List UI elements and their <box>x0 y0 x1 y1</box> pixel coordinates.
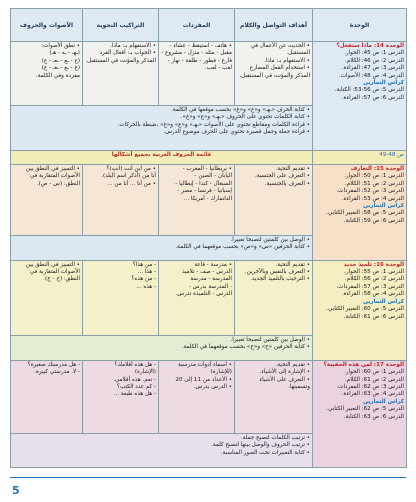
unit17-row <box>11 360 407 433</box>
unit16-vocab <box>159 260 235 335</box>
unit15-lesson-3: الدرس 3: ص 52: المفردات. <box>336 188 404 195</box>
unit15-lesson-2: الدرس 2: ص 51: الكلام. <box>344 180 404 187</box>
unit17-vocab-3: • الأعداد من 11 إلى 20 <box>175 376 232 383</box>
header-vocab: المفردات <box>159 9 235 42</box>
unit15-full-2: • كتابة الحرفين «س» و«ص» بحسب موقعهما في الكلمة. <box>175 244 310 251</box>
unit14-goal-3: • استخدام الفعل المضارع المذكر والمؤنث في المستقبل. <box>239 65 310 79</box>
unit16-lesson-3: الدرس 3: ص 57: المفردات. <box>336 283 404 290</box>
unit16-full-2: • كتابة الحرفين «ح» و«خ» بحسب موقعهما في الكلمة. <box>181 344 310 351</box>
unit15-grammar-2: أنا من (أذكر اسم البلد). <box>101 173 156 180</box>
unit15-goal-2: • التعرف على الجنسية. <box>254 173 310 180</box>
page-number: 5 <box>12 484 20 497</box>
unit16-goal-2: • التعرف بالنفس وبالآخرين. <box>244 269 310 276</box>
unit17-grammar-3: - نعم. هذه أقلامي. <box>113 376 156 383</box>
unit14-sound-5: مفردة وفي الكلمة. <box>35 72 80 79</box>
curriculum-table <box>10 8 407 468</box>
unit16-vocab-4: - المدرسة بدرس - <box>188 283 232 290</box>
unit15-sound-1: • التمييز في النطق بين <box>25 166 80 172</box>
unit14-full-4: • قراءة جملة وجمل قصيرة تحتوي على الحرف موضوع الدرس. <box>163 129 310 136</box>
unit15-row <box>11 165 407 236</box>
unit15-vocab-2: اليابان - الصين - <box>194 173 232 180</box>
unit16-vocab-1: • مدرسة - قاعة <box>194 261 232 268</box>
unit14-full-3: • قراءة الكلمات ومقاطع تحتوي على الأصوات «ـهـ» و«ع» و«غ» ،ضبطة بالحركات. <box>117 121 310 128</box>
unit15-cell <box>313 165 407 261</box>
unit15-grammar-1: • من أين أنت (أنتِ)؟ <box>106 166 156 172</box>
header-grammar: التراكيب النحوية <box>83 9 159 42</box>
unit17-lesson-4: الدرس 4: ص 63: القراءة. <box>341 391 404 398</box>
unit16-vocab-2: الدرس - صف - تلاميذ <box>182 269 232 276</box>
unit17-ex-lesson-6: الدرس 6: ص 63: الكتابة. <box>343 413 404 420</box>
unit17-sounds <box>11 360 83 433</box>
header-sounds: الأصوات والحروف <box>11 9 83 42</box>
unit16-sound-1: • التمييز في النطق بين <box>25 261 80 268</box>
unit16-title: الوحدة 16: تلميذ جديد <box>343 261 404 268</box>
letters-band-text: قائمة الحروف العربية بجميع أشكالها <box>11 151 313 165</box>
unit16-row <box>11 260 407 335</box>
unit17-ex-lesson-5: الدرس 5: ص 62: التعبير الكتابي. <box>326 406 404 413</box>
unit15-full-1: • الوصل بين كلمتين لتصبحا تعبيرا. <box>230 236 310 243</box>
unit15-grammar-3: • من أنا ... أنا من ... <box>107 180 156 187</box>
unit17-sound-2: - لا. مدرستي كبيرة. <box>34 369 80 376</box>
unit15-goals <box>235 165 313 236</box>
header-unit: الوحدة <box>313 9 407 42</box>
unit17-lesson-3: الدرس 3: ص 62: المفردات. <box>336 384 404 391</box>
unit16-ex-lesson-5: الدرس 5: ص 60: التعبير الكتابي. <box>326 306 404 313</box>
unit15-vocab-3: السنغال - كندا - إيطاليا - <box>175 180 232 187</box>
unit16-sounds <box>11 260 83 335</box>
unit15-lesson-1: الدرس 1: ص 50: الحوار. <box>344 173 404 180</box>
unit16-grammar <box>83 260 159 335</box>
unit15-goal-3: • التعرف بالجنسية. <box>264 180 310 187</box>
unit15-vocab <box>159 165 235 236</box>
unit14-sound-1: • نطق الأصوات: <box>41 43 80 50</box>
unit17-goals <box>235 360 313 433</box>
unit14-ex-lesson-5: الدرس 5: ص 56-53: الكتابة. <box>334 87 404 94</box>
unit15-sound-3: النطق: (س - ص). <box>36 180 80 187</box>
unit16-lesson-1: الدرس 1: ص 55: الحوار. <box>344 269 404 276</box>
unit15-vocab-4: إسبانيا - فرنسا - مصر - <box>177 188 232 195</box>
unit14-sound-3: (ع - ـع - ـعـ - ع) <box>41 57 80 64</box>
unit14-sounds <box>11 42 83 106</box>
header-row <box>11 9 407 42</box>
unit16-ex-lesson-6: الدرس 6: ص 61: الكتابة. <box>343 313 404 320</box>
unit16-exercises-title: كراس التمارين <box>363 298 404 305</box>
unit16-vocab-3: المدرسة - مدرسة <box>190 276 232 283</box>
unit16-lesson-2: الدرس 2: ص 56: الكلام. <box>344 276 404 283</box>
unit16-grammar-2: - هذا ... <box>137 269 156 276</box>
letters-band-row <box>11 151 407 165</box>
unit14-full-1: • كتابة الحرف «ـهـ» و«ع» و«غ» بحسب موقعها في الكلمة. <box>171 106 310 113</box>
unit14-vocab-1: • هاتف - استيقظ - عشاء - مقبل - مثله - منزل - مشروع - فارغ - فطور - طلقة - نهار - لعب - لعب. <box>161 43 232 72</box>
unit17-cell <box>313 360 407 467</box>
unit17-lesson-1: الدرس 1: ص 60: الحوار. <box>344 369 404 376</box>
unit16-lesson-4: الدرس 4: ص 58: القراءة. <box>341 291 404 298</box>
unit17-vocab-4: • الدرس بدرس. <box>193 384 232 391</box>
unit14-grammar-1: • الاستفهام بـ: ماذا. <box>110 43 156 50</box>
header-goals: أهداف التواصل والكلام <box>235 9 313 42</box>
unit15-sound-2: الأصوات المتقاربة في <box>29 173 80 180</box>
unit17-vocab <box>159 360 235 433</box>
unit17-full-1: • ترتيب الكلمات لتصبح جملة. <box>240 434 310 441</box>
unit17-goal-2: • الإشارة إلى الأشياء. <box>259 369 310 376</box>
unit17-grammar-4: - كم عدد الكتب؟ <box>116 384 156 391</box>
unit16-full-1: • الوصل بين كلمتين لتصبحا تعبيرا. <box>230 336 310 343</box>
unit14-cell <box>313 42 407 151</box>
unit17-vocab-1: • أسماء أدوات مدرسية <box>177 361 232 368</box>
unit14-goal-1: • الحديث عن الأعمال في المستقبل. <box>250 43 310 57</box>
unit17-title: الوحدة 17: لمن هذه الحقيبة؟ <box>323 361 404 368</box>
unit16-goals <box>235 260 313 335</box>
unit15-goal-1: • تقديم التحية. <box>275 166 310 172</box>
unit15-lesson-4: الدرس 4: ص 53: القراءة. <box>341 195 404 202</box>
unit15-ex-lesson-6: الدرس 6: ص 59: الكتابة. <box>343 217 404 224</box>
unit16-goal-1: • تقديم التحية. <box>275 261 310 268</box>
unit14-lesson-1: الدرس 1: ص 45: الحوار. <box>344 50 404 57</box>
unit16-full-cell <box>11 335 313 360</box>
unit17-vocab-2: (للإشارة) <box>210 369 232 376</box>
unit14-title: الوحدة 14: ماذا ستفعل؟ <box>336 43 404 50</box>
unit16-sound-2: الأصوات المتقاربة في <box>29 269 80 276</box>
letters-band-range: ص 48-49 <box>313 151 407 165</box>
unit17-exercises-title: كراس التمارين <box>363 398 404 405</box>
unit14-full-cell <box>11 105 313 151</box>
footer-rule <box>10 477 406 478</box>
unit14-lesson-4: الدرس 4: ص 48: الأصوات. <box>338 72 404 79</box>
unit17-full-3: • كتابة التعبيرات تحت الصور المناسبة. <box>220 449 310 456</box>
unit14-sound-2: (ـهـ - ـه - هـ) <box>49 50 80 57</box>
unit17-full-2: • ترتيب الحروف والوصل بينها لتصبح كلمة. <box>211 442 310 449</box>
unit14-exercises-title: كراس التمارين <box>363 80 404 87</box>
unit15-grammar <box>83 165 159 236</box>
unit16-vocab-5: الدرس - التلميذة تدرس. <box>175 291 232 298</box>
unit17-lesson-2: الدرس 2: ص 61: الكلام. <box>344 376 404 383</box>
unit17-grammar <box>83 360 159 433</box>
unit17-goal-1: • تقديم التحية. <box>275 361 310 368</box>
unit15-full-cell <box>11 235 313 260</box>
unit15-title: الوحدة 15: التعارف <box>350 166 404 172</box>
unit15-ex-lesson-5: الدرس 5: ص 58: التعبير الكتابي. <box>326 210 404 217</box>
unit17-grammar-2: (الإشارة) <box>134 369 156 376</box>
unit17-sound-1: - هل مدرستك صغيرة؟ <box>27 361 80 368</box>
unit16-goal-3: • الترحيب بالتلميذ الجديد. <box>250 276 310 283</box>
unit17-full-cell <box>11 433 313 467</box>
unit14-vocab <box>159 42 235 106</box>
unit16-cell <box>313 260 407 360</box>
unit14-goal-2: • الاستفهام بـ: ماذا. <box>264 57 310 64</box>
unit16-grammar-1: - من هذا؟ <box>132 261 156 268</box>
unit14-ex-lesson-6: الدرس 6: ص 57: القراءة. <box>341 94 404 101</box>
unit16-grammar-3: - من هذه؟ <box>131 276 156 283</box>
unit14-full-2: • كتابة الكلمات تحتوي على الحروف «ـهـ» و«ع» و«غ». <box>180 114 310 121</box>
unit17-grammar-5: - هل هذه طبعة ... <box>113 391 156 398</box>
unit14-lesson-3: الدرس 3: ص 47: القراءة. <box>341 65 404 72</box>
unit14-row <box>11 42 407 106</box>
unit14-sound-4: (غ - ـغ - ـغـ - غ) <box>41 65 80 72</box>
unit17-goal-3: • التعرف على الأشياء وتسميتها. <box>259 376 310 391</box>
unit14-goals <box>235 42 313 106</box>
unit17-grammar-1: - هل هذه أقلامك؟ <box>114 361 156 368</box>
unit15-vocab-1: • بريطانيا - المغرب - <box>182 166 232 172</box>
unit16-grammar-4: - هذه ... <box>136 283 156 290</box>
unit15-exercises-title: كراس التمارين <box>363 203 404 210</box>
unit15-sounds <box>11 165 83 236</box>
unit14-grammar <box>83 42 159 106</box>
unit14-grammar-2: • الجواب بـ: أفعال الفرد المذكر والمؤنث في المستقبل. <box>85 50 156 64</box>
unit15-vocab-5: الدانمارك - أمريكا ... <box>183 195 232 202</box>
unit16-sound-3: النطق: (ح - خ). <box>43 276 80 283</box>
unit14-lesson-2: الدرس 2: ص 46: الكلام. <box>344 57 404 64</box>
